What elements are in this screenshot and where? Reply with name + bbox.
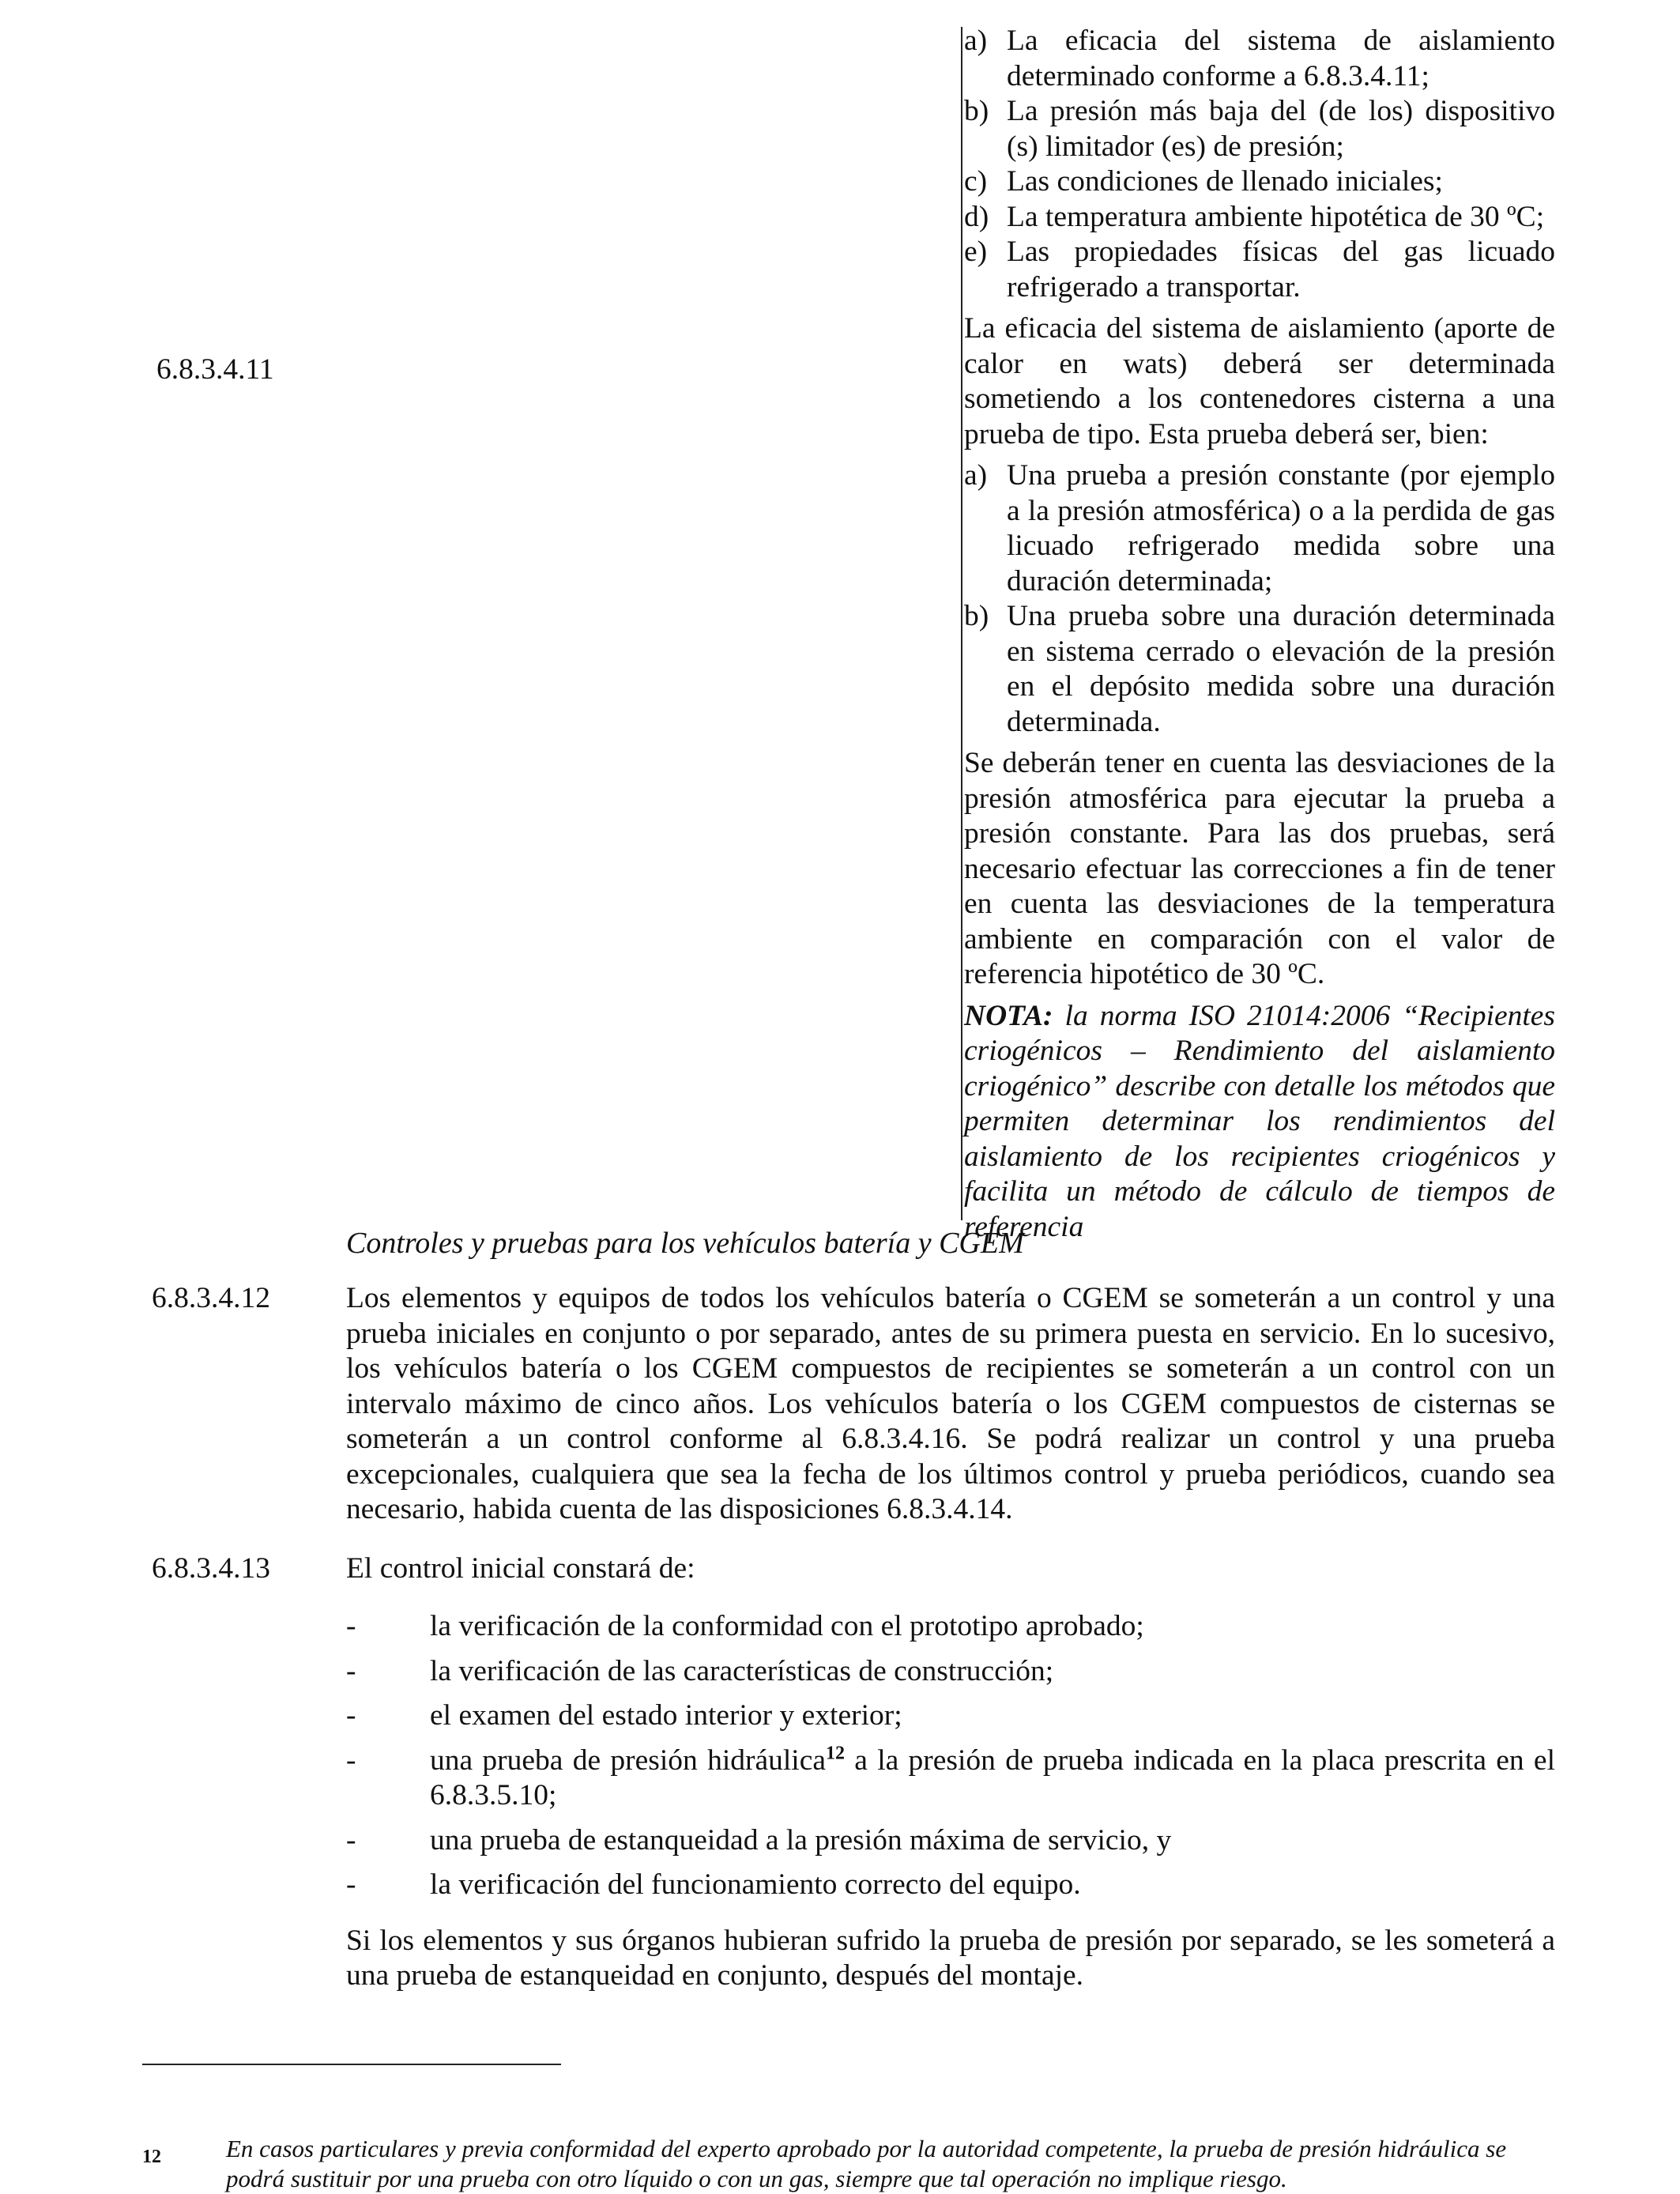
note-label: NOTA: [964,999,1053,1032]
section-number: 6.8.3.4.13 [152,1552,270,1585]
list-text-part: una prueba de presión hidráulica [430,1744,826,1777]
list-text-part: a la presión de prueba indicada en la placa prescrita en el 6.8.3.5.10; [430,1744,1555,1811]
list-text: La presión más baja del (de los) dispositivo (s) limitador (es) de presión; [1007,95,1555,163]
list-item [961,164,1555,200]
list-text: la verificación del funcionamiento correcto del equipo. [430,1868,1081,1901]
footnote-number: 12 [142,2147,161,2167]
paragraph: Si los elementos y sus órganos hubieran sufrido la prueba de presión por separado, se les someterá a una prueba de estanqueidad en conjunto, después del montaje. [346,1924,1555,1992]
list-text: Una prueba sobre una duración determinada en sistema cerrado o elevación de la presión en el depósito medida sobre una duración determinada. [1007,600,1555,738]
list-text: La eficacia del sistema de aislamiento determinado conforme a 6.8.3.4.11; [1007,25,1555,92]
list-label: b) [964,600,989,632]
list-text [430,1744,1555,1814]
paragraph: La eficacia del sistema de aislamiento (aporte de calor en wats) deberá ser determinada sometiendo a los contenedores cisterna a una prueba de tipo. Esta prueba deberá ser, bien: [964,312,1555,450]
note-text: la norma ISO 21014:2006 “Recipientes criogénicos – Rendimiento del aislamiento criogénico” describe con detalle los métodos que permiten determinar los rendimientos del aislamiento de los recipientes criogénicos y facilita un método de cálculo de tiempos de referencia [964,999,1555,1243]
footnote-text: En casos particulares y previa conformidad del experto aprobado por la autoridad competente, la prueba de presión hidráulica se podrá sustituir por una prueba con otro líquido o con un gas, siempre que tal operación no implique riesgo. [226,2135,1507,2192]
list-text: el examen del estado interior y exterior; [430,1699,902,1732]
list-label: c) [964,165,988,198]
list-label: b) [964,95,989,127]
list-text: La temperatura ambiente hipotética de 30 ºC; [1007,200,1545,233]
list-item [346,1609,1555,1645]
list-item [346,1744,1555,1814]
list-dash: - [346,1610,356,1642]
list-item [961,200,1555,236]
list-dash: - [346,1654,356,1687]
list-label: a) [964,459,988,492]
list-item [346,1654,1555,1690]
list-text: Una prueba a presión constante (por ejemplo a la presión atmosférica) o a la perdida de gas licuado refrigerado medida sobre una duración determinada; [1007,459,1555,598]
list-item [961,235,1555,305]
list-text: una prueba de estanqueidad a la presión máxima de servicio, y [430,1823,1172,1857]
list-item [961,24,1555,94]
list-text: Las propiedades físicas del gas licuado refrigerado a transportar. [1007,236,1555,303]
list-label: e) [964,236,988,268]
paragraph: El control inicial constará de: [346,1552,695,1585]
section-heading: Controles y pruebas para los vehículos batería y CGEM [346,1227,1024,1260]
list-label: d) [964,200,989,233]
list-dash: - [346,1699,356,1732]
paragraph: Los elementos y equipos de todos los vehículos batería o CGEM se someterán a un control y una prueba iniciales en conjunto o por separado, antes de su primera puesta en servicio. En lo sucesivo, los vehículos batería o los CGEM compuestos de recipientes se someterán a un control con un intervalo máximo de cinco años. Los vehículos batería o los CGEM compuestos de cisternas se someterán a un control conforme al 6.8.3.4.16. Se podrá realizar un control y una prueba excepcionales, cualquiera que sea la fecha de los últimos control y prueba periódicos, cuando sea necesario, habida cuenta de las disposiciones 6.8.3.4.14. [346,1282,1555,1525]
section-number: 6.8.3.4.11 [156,353,274,386]
list-dash: - [346,1868,356,1901]
list-item [961,458,1555,599]
section-number: 6.8.3.4.12 [152,1282,270,1314]
list-item [346,1698,1555,1734]
note [961,999,1555,1246]
dash-list [346,1609,1555,1994]
paragraph: Se deberán tener en cuenta las desviaciones de la presión atmosférica para ejecutar la prueba a presión constante. Para las dos pruebas, será necesario efectuar las correcciones a fin de tener en cuenta las desviaciones de la temperatura ambiente en comparación con el valor de referencia hipotético de 30 ºC. [964,747,1555,990]
list-item [961,94,1555,164]
list-text: Las condiciones de llenado iniciales; [1007,165,1443,198]
footnote-ref[interactable]: 12 [826,1743,845,1763]
list-text: la verificación de la conformidad con el prototipo aprobado; [430,1610,1144,1642]
list-dash: - [346,1744,356,1777]
list-dash: - [346,1823,356,1857]
list-item [346,1823,1555,1859]
list-label: a) [964,25,988,57]
list-item [961,599,1555,740]
list-item [346,1868,1555,1903]
footnote-separator [142,2064,561,2065]
list-text: la verificación de las características de construcción; [430,1654,1054,1687]
right-column [961,24,1555,1245]
